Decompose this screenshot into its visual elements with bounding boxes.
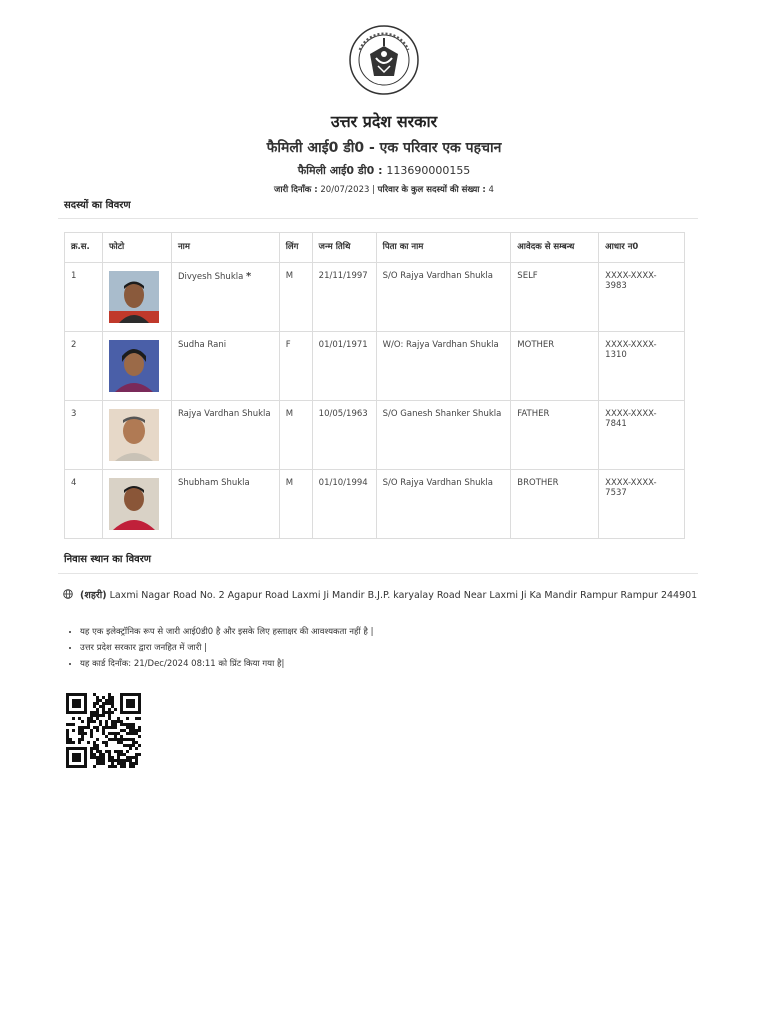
serial-number: 2 — [65, 332, 103, 401]
members-table — [64, 232, 685, 539]
document-header — [0, 24, 768, 195]
gender: M — [279, 470, 312, 539]
column-header: आधार न0 — [599, 233, 685, 263]
date-of-birth: 10/05/1963 — [312, 401, 376, 470]
notes-list — [80, 626, 374, 674]
aadhaar-number: XXXX-XXXX-7537 — [599, 470, 685, 539]
member-name-cell — [171, 332, 279, 401]
member-name: Sudha Rani — [177, 340, 227, 350]
member-count-label: परिवार के कुल सदस्यों की संख्या : — [377, 185, 486, 195]
column-header: नाम — [171, 233, 279, 263]
relation: SELF — [511, 263, 599, 332]
member-name: Rajya Vardhan Shukla — [177, 409, 271, 419]
issue-info-line — [0, 184, 768, 195]
serial-number: 1 — [65, 263, 103, 332]
address-text: Laxmi Nagar Road No. 2 Agapur Road Laxmi Ji Mandir B.J.P. karyalay Road Near Laxmi Ji Ka Mandir Rampur Rampur 244901 — [109, 590, 698, 601]
column-header: फोटो — [102, 233, 171, 263]
member-photo — [109, 340, 159, 392]
residence-address — [63, 588, 723, 601]
area-type: (शहरी) — [80, 590, 107, 601]
table-row — [65, 470, 685, 539]
qr-code — [66, 692, 141, 769]
document-title: फैमिली आई0 डी0 - एक परिवार एक पहचान — [266, 140, 502, 156]
aadhaar-number: XXXX-XXXX-3983 — [599, 263, 685, 332]
member-photo — [109, 478, 159, 530]
member-photo — [109, 271, 159, 323]
date-of-birth: 01/01/1971 — [312, 332, 376, 401]
date-of-birth: 01/10/1994 — [312, 470, 376, 539]
serial-number: 3 — [65, 401, 103, 470]
issue-date-value: 20/07/2023 — [320, 185, 370, 195]
issue-date-label: जारी दिनाँक : — [274, 185, 318, 195]
member-name-cell — [171, 263, 279, 332]
column-header: क्र.स. — [65, 233, 103, 263]
father-name: S/O Rajya Vardhan Shukla — [376, 263, 511, 332]
column-header: जन्म तिथि — [312, 233, 376, 263]
members-section-title: सदस्यों का विवरण — [64, 200, 131, 211]
table-row — [65, 401, 685, 470]
gender: F — [279, 332, 312, 401]
table-row — [65, 263, 685, 332]
father-name: S/O Rajya Vardhan Shukla — [376, 470, 511, 539]
member-name-cell — [171, 470, 279, 539]
member-photo — [109, 409, 159, 461]
gender: M — [279, 263, 312, 332]
divider — [58, 573, 698, 574]
date-of-birth: 21/11/1997 — [312, 263, 376, 332]
member-name-cell — [171, 401, 279, 470]
residence-section-title: निवास स्थान का विवरण — [64, 554, 152, 565]
column-header: पिता का नाम — [376, 233, 511, 263]
photo-cell — [102, 263, 171, 332]
photo-cell — [102, 470, 171, 539]
father-name: W/O: Rajya Vardhan Shukla — [376, 332, 511, 401]
government-title: उत्तर प्रदेश सरकार — [330, 112, 438, 131]
serial-number: 4 — [65, 470, 103, 539]
separator: | — [372, 185, 375, 195]
note-item: • उत्तर प्रदेश सरकार द्वारा जनहित में जारी | — [80, 642, 374, 653]
father-name: S/O Ganesh Shanker Shukla — [376, 401, 511, 470]
up-government-emblem — [348, 24, 420, 96]
relation: FATHER — [511, 401, 599, 470]
divider — [58, 218, 698, 219]
applicant-star: * — [246, 271, 252, 282]
relation: MOTHER — [511, 332, 599, 401]
member-name: Divyesh Shukla — [177, 272, 244, 282]
table-row — [65, 332, 685, 401]
gender: M — [279, 401, 312, 470]
note-item: • यह एक इलेक्ट्रॉनिक रूप से जारी आई0डी0 है और इसके लिए हस्ताक्षर की आवश्यकता नहीं है | — [80, 626, 374, 637]
aadhaar-number: XXXX-XXXX-1310 — [599, 332, 685, 401]
relation: BROTHER — [511, 470, 599, 539]
aadhaar-number: XXXX-XXXX-7841 — [599, 401, 685, 470]
column-header: लिंग — [279, 233, 312, 263]
family-id-value: 113690000155 — [386, 164, 471, 177]
column-header: आवेदक से सम्बन्ध — [511, 233, 599, 263]
member-name: Shubham Shukla — [177, 478, 250, 488]
photo-cell — [102, 401, 171, 470]
globe-icon — [63, 589, 73, 599]
family-id-label: फैमिली आई0 डी0 : — [297, 164, 383, 177]
table-header-row — [65, 233, 685, 263]
photo-cell — [102, 332, 171, 401]
note-item: • यह कार्ड दिनाँक: 21/Dec/2024 08:11 को प्रिंट किया गया है| — [80, 658, 374, 669]
member-count-value: 4 — [488, 185, 494, 195]
family-id-line — [0, 163, 768, 178]
